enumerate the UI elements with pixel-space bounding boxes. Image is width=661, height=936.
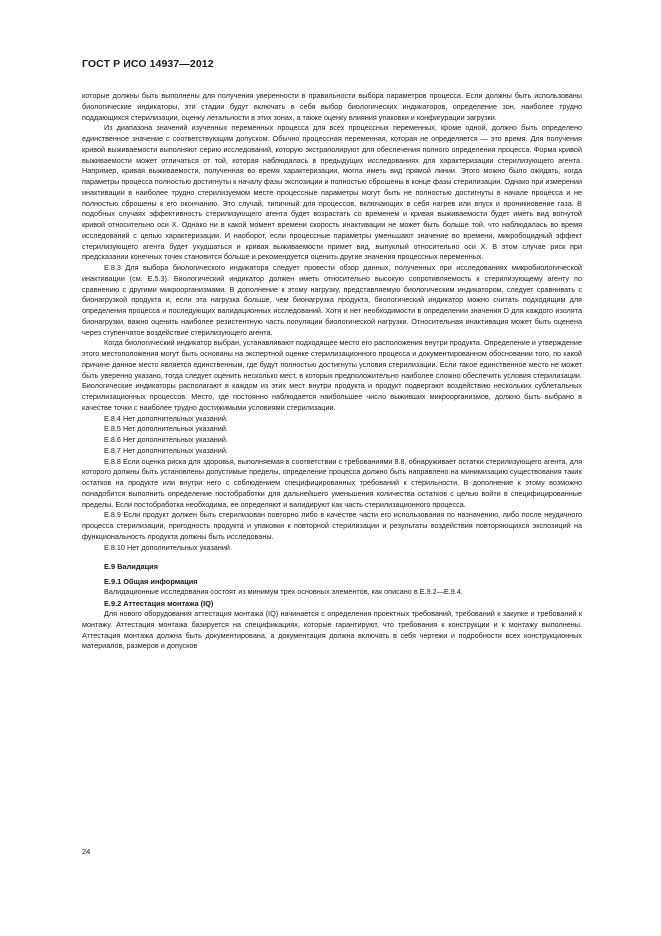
- note-e84: Е.8.4 Нет дополнительных указаний.: [104, 413, 228, 423]
- paragraph-e88: Е.8.8 Если оценка риска для здоровья, выполняемая в соответствии с требованиями 8.8, обнаруживает остатки стерилизующего агента, для которого должны быть установлены допустимые пределы, определение процесса должно быть направлено на минимизацию существования таких остатков на продукте или внутри него с соблюдением специфицированных требований к стерильности. В дополнение к этому возможно понадобится выполнить определение постобработки для дальнейшего уменьшения количества остатков с целью войти в специфицированные пределы. Если постобработка необходима, ее определяют и валидируют как часть стерилизационного процесса.: [82, 456, 582, 509]
- note-e810: Е.8.10 Нет дополнительных указаний.: [104, 542, 232, 552]
- paragraph-e89: Е.8.9 Если продукт должен быть стерилизован повторно либо в качестве части его использования по назначению, либо после неудачного процесса стерилизации, пригодность продукта и упаковки к повторной стерилизации и результаты воздействия повторяющихся экспозиций на функциональность продукта должны быть исследованы.: [82, 510, 582, 541]
- note-e86: Е.8.6 Нет дополнительных указаний.: [104, 435, 228, 444]
- paragraph-continuation: которые должны быть выполнены для получения уверенности в правильности выбора параметров процесса. Если должны быть использованы биологические индикаторы, эти стадии будут включать в себя выбор биологических индикаторов, определение зон, наиболее трудно поддающихся стерилизации, оценку летальности в этих зонах, а также оценку влияния упаковки и конфигурации загрузки.: [82, 91, 582, 122]
- document-body: [82, 91, 582, 652]
- page-number: 24: [82, 847, 91, 856]
- section-heading-e91: Е.9.1 Общая информация: [104, 577, 198, 587]
- section-heading-e92: Е.9.2 Аттестация монтажа (IQ): [104, 599, 214, 608]
- paragraph-e92: Для нового оборудования аттестация монтажа (IQ) начинается с определения проектных требований, требований к закупке и требований к монтажу. Аттестация монтажа базируется на спецификациях, которые гарантируют, что требования к конструкции и к монтажу выполнены. Аттестация монтажа должна быть документирована, а документация должна включать в себя чертежи и подробности всех конструкционных материалов, размеров и допусков: [82, 609, 582, 651]
- paragraph-e83: Е.8.3 Для выбора биологического индикатора следует провести обзор данных, полученных при исследованиях микробиологической инактивации (см. Е.5.3). Биологический индикатор должен иметь относительно высокую сопротивляемость к стерилизующему агенту по сравнению с другими микроорганизмами. В дополнение к этому нагрузку, представляемую биологическим индикатором, следует сравнивать с бионагрузкой продукта и, если эта нагрузка больше, чем бионагрузка продукта, биологический индикатор можно считать подходящим для определения процесса и последующих валидационных исследований. Хотя и нет необходимости в определении значения D для каждого изолята бионагрузки, важно оценить наиболее резистентную часть популяции биологической нагрузки. Относительная инактивация может быть оценена через ступенчатое воздействие стерилизующего агента.: [82, 263, 582, 337]
- paragraph-survival-curve: Из диапазона значений изученных переменных процесса для всех процессных переменных, кроме одной, должно быть определено единственное значение с соответствующим допуском. Обычно процессная переменная, которая не определяется — это время. Для получения кривой выживаемости выполняют серию исследований, которую экстраполируют для обеспечения полного определения процесса. Форма кривой выживаемости может отличаться от той, которая наблюдалась в предыдущих исследованиях для характеризации стерилизующего агента. Например, кривая выживаемости, полученная во время характеризации, могла иметь вид прямой линии. Этого можно было ожидать, когда параметры процесса полностью достигнуты к началу фазы экспозиции и полностью сброшены в конце фазы стерилизации. Однако при измерении инактивации в наиболее трудно стерилизуемом месте процессные параметры могут быть не полностью достигнуты в начале процесса и не полностью сброшены к его окончанию. Это случай, типичный для процессов, включающих в себя нагрев или впуск и проникновение газа. В подобных случаях эффективность стерилизующего агента будет возрастать со временем и кривая выживаемости будет иметь вид вогнутой кривой относительно оси X. Однако ни в какой момент времени скорость инактивации не может быть больше той, что наблюдалась во время исследований с целью характеризации. И наоборот, если процессные параметры уменьшают значение во времени, микробоцидный эффект стерилизующего агента будет ухудшаться и кривая выживаемости примет вид, выпуклый относительно оси X. В этом случае риск при предсказании конечных точек становится больше и рекомендуется оценить другие значения процессных переменных.: [82, 123, 582, 262]
- paragraph-bi-location: Когда биологический индикатор выбран, устанавливают подходящее место его расположения внутри продукта. Определение и утверждение этого местоположения могут быть основаны на экспертной оценке стерилизационного процесса и документированном обосновании того, по какой причине данное место является единственным, где будут полностью достигнуты условия стерилизации. Если такое единственное место не может быть уверенно указано, тогда следует оценить несколько мест, в которых предположительно наиболее сложно обеспечить условия стерилизации. Биологические индикаторы располагают в каждом из этих мест внутри продукта и продукт подвергают воздействию нескольких сублетальных стерилизационных процессов. Место, где постоянно наблюдается наибольшее число выживших микроорганизмов, должно быть выбрано в качестве точки с наиболее трудно достижимыми условиями стерилизации.: [82, 338, 582, 412]
- paragraph-e91: Валидационные исследования состоят из минимум трех основных элементов, как описано в Е.9.2—Е.9.4.: [104, 587, 463, 597]
- note-e85: Е.8.5 Нет дополнительных указаний.: [104, 424, 228, 434]
- standard-header: ГОСТ Р ИСО 14937—2012: [82, 58, 214, 70]
- section-heading-e9: Е.9 Валидация: [104, 562, 159, 572]
- note-e87: Е.8.7 Нет дополнительных указаний.: [104, 445, 228, 455]
